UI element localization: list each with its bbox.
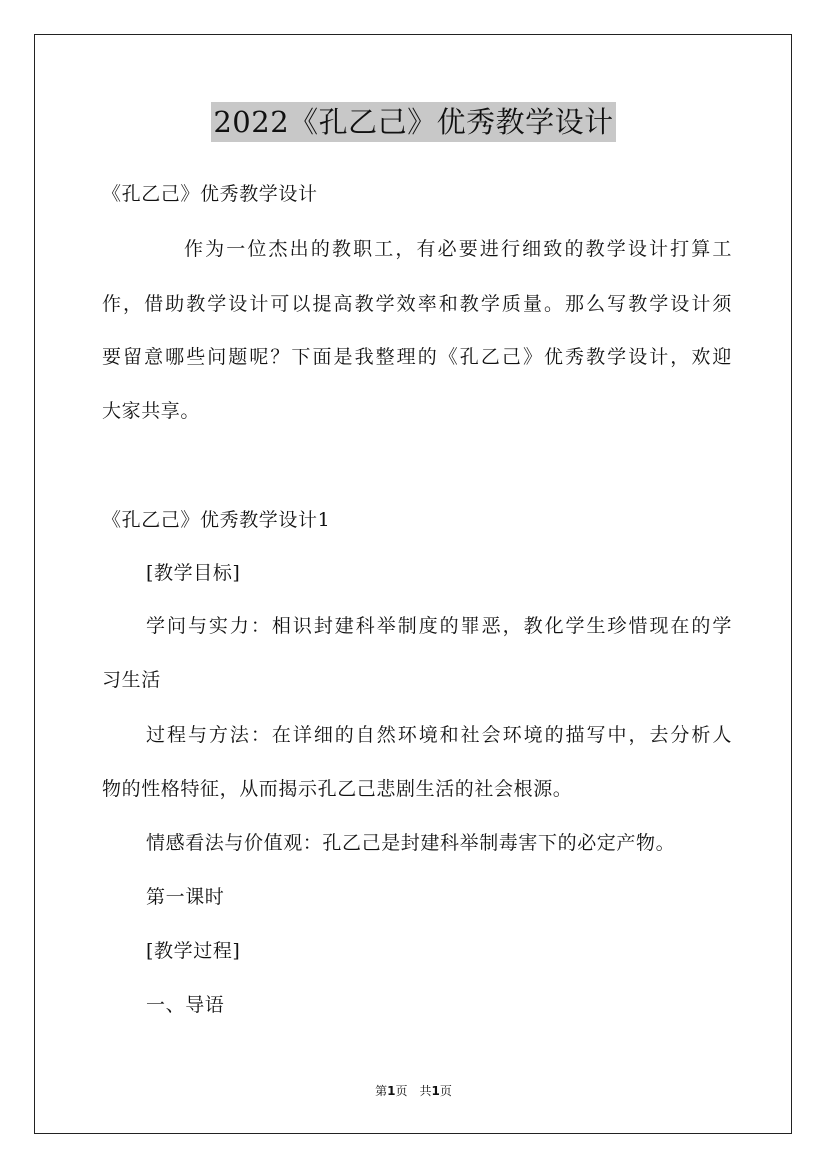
section-title: 《孔乙己》优秀教学设计1 <box>102 509 331 531</box>
intro-line-3: 要留意哪些问题呢？下面是我整理的《孔乙己》优秀教学设计，欢迎 <box>102 346 732 368</box>
intro-step: 一、导语 <box>146 994 225 1016</box>
footer-page-total: 1 <box>431 1084 440 1098</box>
title-container <box>0 102 827 142</box>
footer-page-suffix: 页 <box>439 1084 452 1098</box>
intro-line-4: 大家共享。 <box>102 400 201 422</box>
intro-line-2: 作，借助教学设计可以提高教学效率和教学质量。那么写教学设计须 <box>102 293 732 315</box>
footer-page-prefix: 第 <box>375 1084 388 1098</box>
process-line-1: 过程与方法：在详细的自然环境和社会环境的描写中，去分析人 <box>146 724 732 746</box>
knowledge-line-1: 学问与实力：相识封建科举制度的罪恶，教化学生珍惜现在的学 <box>146 615 732 637</box>
intro-line-1: 作为一位杰出的教职工，有必要进行细致的教学设计打算工 <box>184 238 732 260</box>
goal-label: [教学目标] <box>146 562 241 584</box>
footer-page-mid: 页 共 <box>395 1084 432 1098</box>
process-line-2: 物的性格特征，从而揭示孔乙己悲剧生活的社会根源。 <box>102 778 573 800</box>
knowledge-line-2: 习生活 <box>102 669 161 691</box>
process-label: [教学过程] <box>146 940 241 962</box>
document-title: 2022《孔乙己》优秀教学设计 <box>211 102 615 142</box>
document-heading: 《孔乙己》优秀教学设计 <box>102 183 318 205</box>
footer-page-number: 1 <box>387 1084 396 1098</box>
emotion-line: 情感看法与价值观：孔乙己是封建科举制毒害下的必定产物。 <box>146 832 676 854</box>
lesson-label: 第一课时 <box>146 886 225 908</box>
page-footer <box>0 1083 827 1099</box>
